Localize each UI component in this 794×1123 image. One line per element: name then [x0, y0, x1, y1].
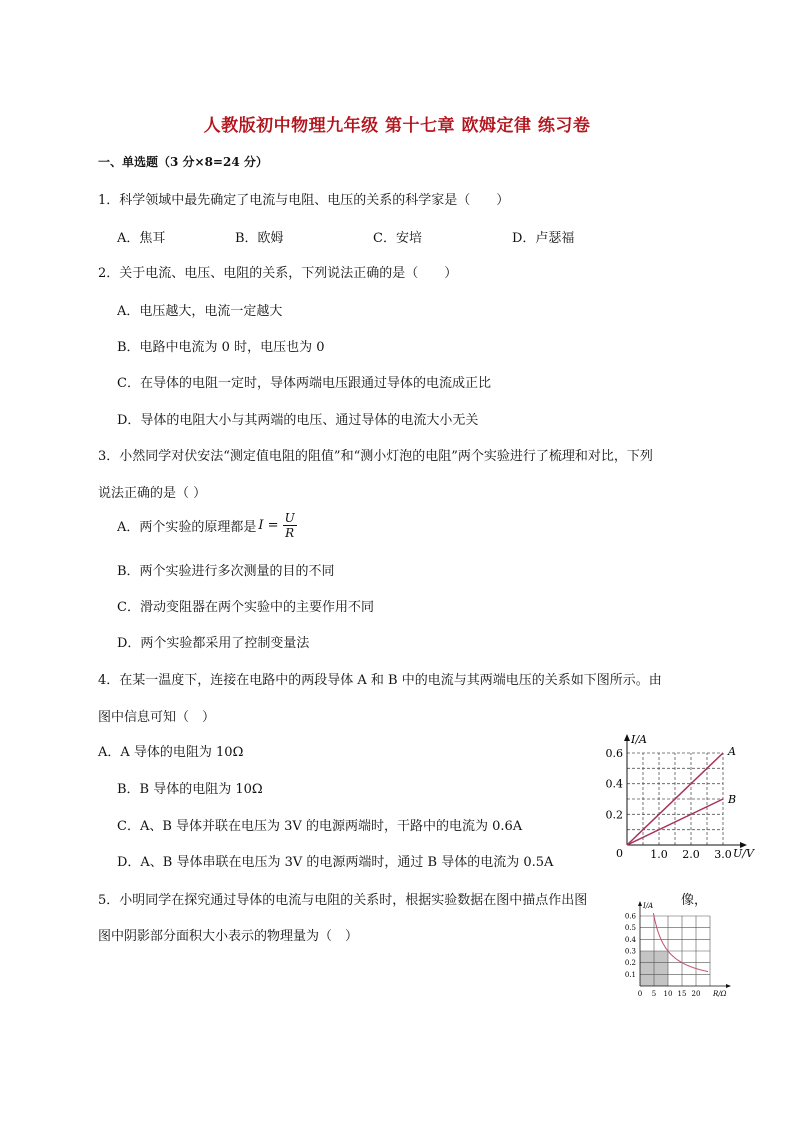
- q3-stem-line2: 说法正确的是（ ）: [98, 486, 207, 501]
- ir-y-axis-label: I/A: [643, 902, 654, 910]
- iu-labels: [606, 733, 755, 861]
- iu-x-tick-label: 2.0: [682, 848, 700, 861]
- q4-stem-line1: 4．在某一温度下，连接在电路中的两段导体 A 和 B 中的电流与其两端电压的关系如下图所示。由: [98, 673, 662, 688]
- iu-y-axis-label: I/A: [631, 733, 647, 746]
- ir-y-tick-label: 0.6: [624, 912, 636, 921]
- ir-graph: [612, 898, 737, 1001]
- q1-option-c: C．安培: [373, 231, 422, 246]
- q2-option-c: C．在导体的电阻一定时，导体两端电压跟通过导体的电流成正比: [117, 376, 491, 391]
- ir-y-tick-label: 0.2: [624, 959, 636, 968]
- q4-option-d: D．A、B 导体串联在电压为 3V 的电源两端时，通过 B 导体的电流为 0.5A: [117, 855, 554, 870]
- q5-stem-line1: 5．小明同学在探究通过导体的电流与电阻的关系时，根据实验数据在图中描点作出图: [98, 893, 588, 908]
- ir-x-tick-label: 10: [663, 990, 673, 998]
- iu-origin-label: 0: [616, 847, 623, 860]
- ir-x-tick-label: 15: [677, 990, 687, 998]
- ir-y-tick-label: 0.4: [624, 935, 636, 944]
- ir-origin-label: 0: [637, 990, 643, 998]
- q2-stem: 2．关于电流、电压、电阻的关系，下列说法正确的是（ ）: [98, 266, 458, 281]
- ir-x-arrow: [726, 984, 731, 988]
- q3-formula-numerator: U: [284, 511, 295, 525]
- q3-formula-fraction: [283, 511, 297, 540]
- q3-option-b: B．两个实验进行多次测量的目的不同: [117, 564, 335, 579]
- q5-stem-line2: 图中阴影部分面积大小表示的物理量为（ ）: [98, 929, 359, 944]
- q4-option-c: C．A、B 导体并联在电压为 3V 的电源两端时，干路中的电流为 0.6A: [117, 819, 523, 834]
- q2-option-d: D．导体的电阻大小与其两端的电压、通过导体的电流大小无关: [117, 413, 479, 428]
- iu-series-label-a: A: [728, 745, 736, 758]
- ir-y-arrow: [638, 901, 642, 906]
- iu-x-axis-label: U/V: [733, 847, 754, 860]
- section-heading: 一、单选题（3 分×8=24 分）: [98, 155, 268, 169]
- iu-x-tick-label: 1.0: [650, 848, 668, 861]
- page-title: 人教版初中物理九年级 第十七章 欧姆定律 练习卷: [203, 116, 591, 136]
- q3-option-a: [117, 511, 297, 540]
- ir-x-tick-label: 20: [691, 990, 701, 998]
- q3-option-a-text: A．两个实验的原理都是: [117, 520, 257, 535]
- iu-y-arrow: [624, 734, 630, 741]
- iu-y-tick-label: 0.2: [605, 808, 623, 822]
- q5-stem-line1-end: 像，: [681, 893, 708, 908]
- iu-series-label-b: B: [728, 793, 737, 806]
- ir-y-tick-label: 0.3: [624, 947, 636, 956]
- q4-option-a: A．A 导体的电阻为 10Ω: [98, 745, 244, 760]
- q1-option-d: D．卢瑟福: [512, 231, 575, 246]
- iu-y-tick-label: 0.4: [605, 777, 623, 791]
- q1-option-a: A．焦耳: [117, 231, 166, 246]
- q1-stem: 1．科学领域中最先确定了电流与电阻、电压的关系的科学家是（ ）: [98, 193, 510, 208]
- q2-option-a: A．电压越大，电流一定越大: [117, 304, 283, 319]
- ir-x-tick-label: 5: [651, 990, 657, 998]
- q4-option-b: B．B 导体的电阻为 10Ω: [117, 782, 263, 797]
- ir-y-tick-label: 0.5: [624, 924, 636, 933]
- q3-option-c: C．滑动变阻器在两个实验中的主要作用不同: [117, 600, 374, 615]
- iu-y-tick-label: 0.6: [605, 747, 623, 760]
- q2-option-b: B．电路中电流为 0 时，电压也为 0: [117, 340, 325, 355]
- q3-formula-denominator: R: [285, 526, 295, 540]
- q3-option-d: D．两个实验都采用了控制变量法: [117, 636, 310, 651]
- q1-option-b: B．欧姆: [235, 231, 284, 246]
- ir-x-axis-label: R/Ω: [713, 990, 727, 998]
- q4-stem-line2: 图中信息可知（ ）: [98, 710, 216, 725]
- ir-y-tick-label: 0.1: [624, 970, 636, 979]
- q3-stem-line1: 3．小然同学对伏安法“测定值电阻的阻值”和“测小灯泡的电阻”两个实验进行了梳理和对比，下列: [98, 449, 653, 464]
- q3-formula-lhs: I =: [258, 518, 279, 533]
- iu-x-tick-label: 3.0: [714, 848, 732, 861]
- iu-graph: [605, 728, 765, 863]
